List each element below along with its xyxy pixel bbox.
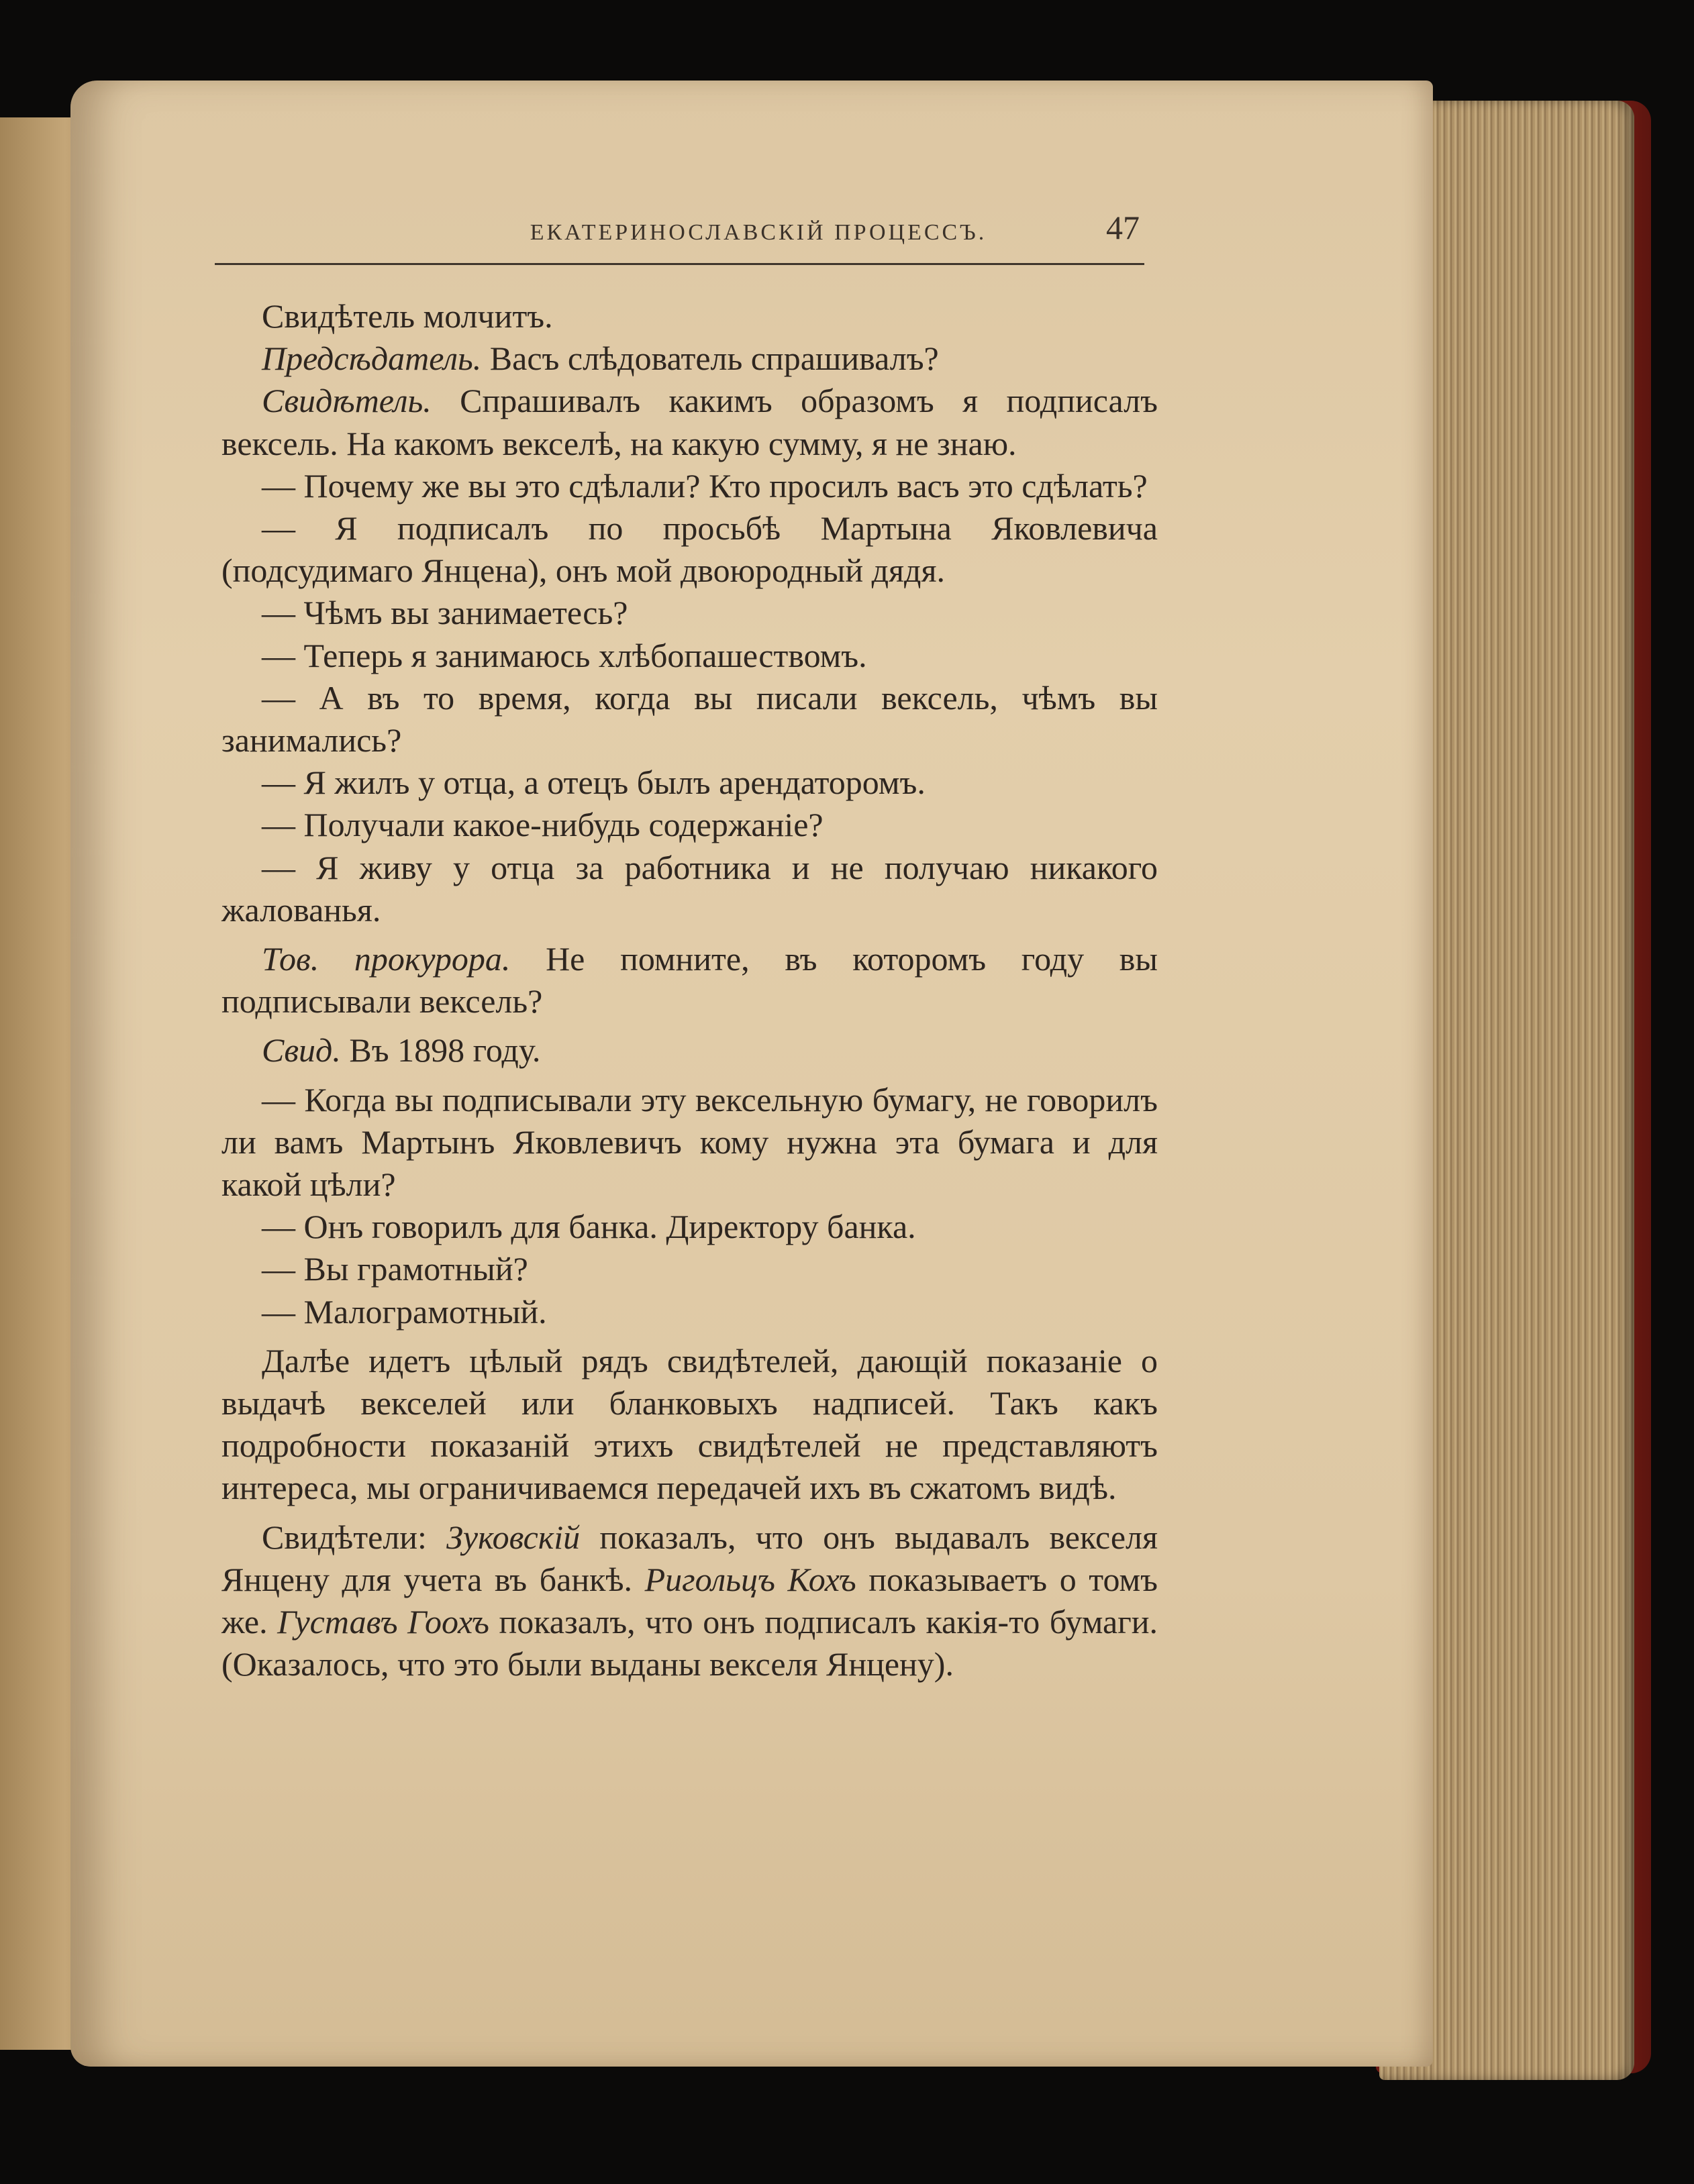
paragraph-14: — Когда вы подписывали эту вексельную бумагу, не говорилъ ли вамъ Мартынъ Яковлевичъ кому нужна эта бумага и для какой цѣли? [221, 1080, 1158, 1204]
witness-text: показалъ, что онъ подписалъ какія-то бумаги. (Оказалось, что это были выданы векселя Янцену). [221, 1603, 1158, 1683]
paragraph-6: — Чѣмъ вы занимаетесь? [262, 594, 628, 632]
speaker-label: Свид. [262, 1031, 341, 1070]
paragraph-5: — Я подписалъ по просьбѣ Мартына Яковлевича (подсудимаго Янцена), онъ мой двоюродный дядя. [221, 509, 1158, 590]
witness-text: показалъ, что онъ выдавалъ векселя Янцену для учета въ банкѣ. [221, 1518, 1158, 1598]
paragraph-10: — Получали какое-нибудь содержаніе? [262, 806, 824, 844]
paragraph-4: — Почему же вы это сдѣлали? Кто просилъ васъ это сдѣлать? [262, 466, 1148, 505]
header-rule [215, 263, 1144, 265]
paragraph-13 [221, 1029, 1158, 1072]
speech-text: Не помните, въ которомъ году вы подписывали вексель? [221, 940, 1158, 1021]
witness-text: показываетъ о томъ же. [221, 1560, 1158, 1641]
paragraph-15: — Онъ говорилъ для банка. Директору банка. [262, 1208, 916, 1246]
speaker-label: Свидѣтель. [262, 382, 432, 420]
paragraph-18: Далѣе идетъ цѣлый рядъ свидѣтелей, дающій показаніе о выдачѣ векселей или бланковыхъ надписей. Такъ какъ подробности показаній этихъ свидѣтелей не представляютъ интереса, мы ограничиваемся передачей ихъ въ сжатомъ видѣ. [221, 1341, 1158, 1507]
speech-text: Спрашивалъ какимъ образомъ я подписалъ вексель. На какомъ векселѣ, на какую сумму, я не знаю. [221, 382, 1158, 462]
witness-name: Густавъ Гоохъ [277, 1603, 489, 1641]
paragraph-19 [221, 1516, 1158, 1686]
speaker-label: Тов. прокурора. [262, 940, 511, 978]
paragraph-2 [221, 337, 1158, 380]
witness-name: Ригольцъ Кохъ [644, 1560, 856, 1598]
paragraph-1: Свидѣтель молчитъ. [262, 297, 553, 335]
paragraph-9: — Я жилъ у отца, а отецъ былъ арендаторомъ. [262, 764, 926, 802]
speaker-label: Предсѣдатель. [262, 340, 482, 378]
witness-name: Зуковскій [446, 1518, 581, 1556]
paragraph-3 [221, 380, 1158, 464]
paragraph-16: — Вы грамотный? [262, 1250, 528, 1288]
paragraph-11: — Я живу у отца за работника и не получаю никакого жалованья. [221, 848, 1158, 929]
running-head: ЕКАТЕРИНОСЛАВСКІЙ ПРОЦЕССЪ. [530, 220, 987, 245]
witness-intro: Свидѣтели: [262, 1518, 447, 1556]
paragraph-7: — Теперь я занимаюсь хлѣбопашествомъ. [262, 636, 867, 674]
speech-text: Въ 1898 году. [340, 1031, 541, 1070]
page-number: 47 [1106, 209, 1140, 246]
paragraph-12 [221, 938, 1158, 1023]
page-body [221, 295, 1158, 1686]
paragraph-8: — А въ то время, когда вы писали вексель, чѣмъ вы занимались? [221, 678, 1158, 760]
speech-text: Васъ слѣдователь спрашивалъ? [481, 340, 939, 378]
paragraph-17: — Малограмотный. [262, 1292, 547, 1331]
